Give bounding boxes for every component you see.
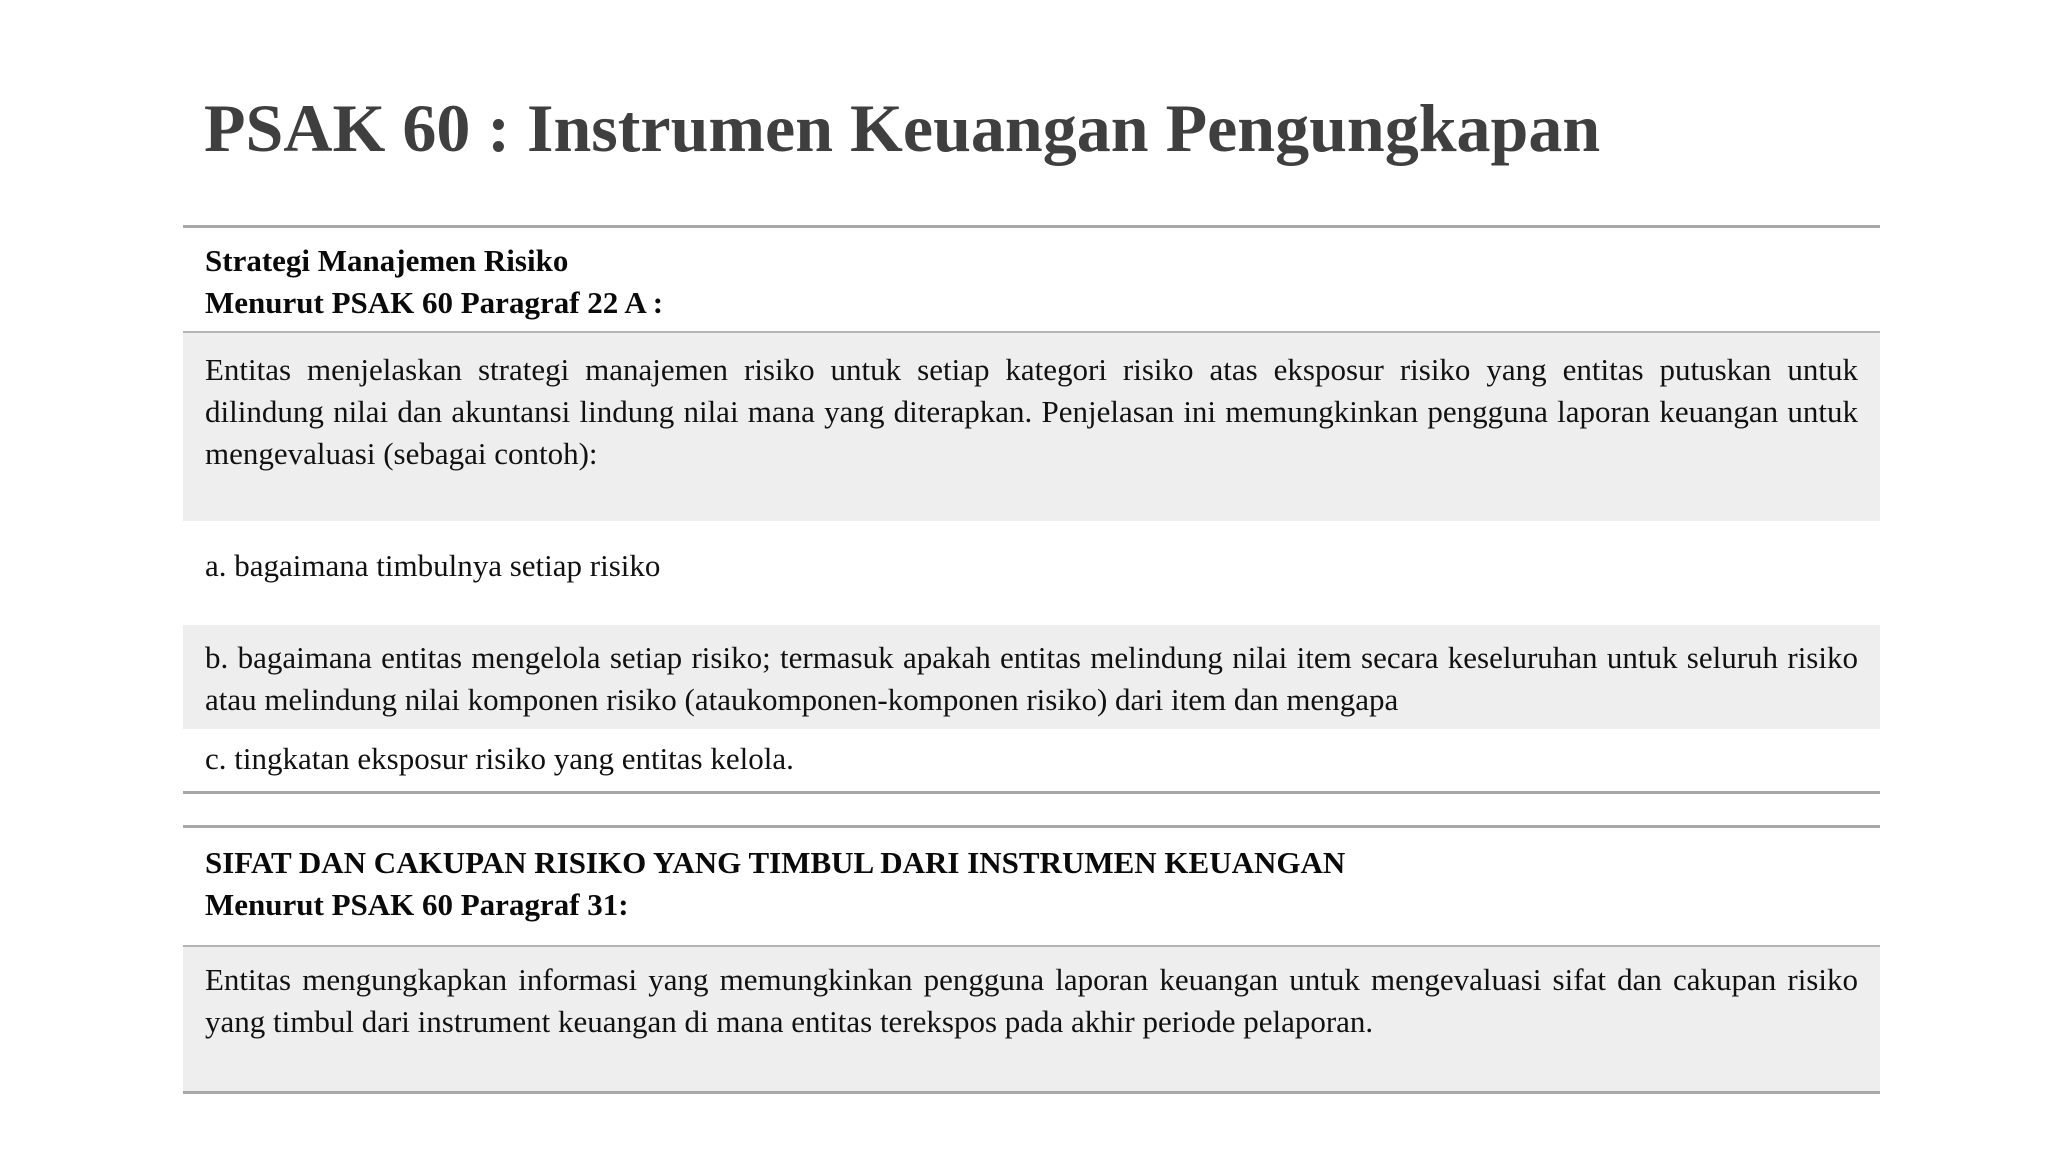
risk-management-table — [183, 225, 1880, 794]
section-heading: SIFAT DAN CAKUPAN RISIKO YANG TIMBUL DARI INSTRUMEN KEUANGAN — [205, 845, 1346, 880]
section-subheading: Menurut PSAK 60 Paragraf 22 A : — [205, 285, 664, 320]
table-bottom-rule — [183, 1091, 1880, 1094]
section-heading: Strategi Manajemen Risiko — [205, 243, 569, 278]
body-paragraph: Entitas mengungkapkan informasi yang memungkinkan pengguna laporan keuangan untuk mengevaluasi sifat dan cakupan risiko yang timbul dari instrument keuangan di mana entitas terekspos pada akhir periode pelaporan. — [183, 947, 1880, 1091]
section-subheading: Menurut PSAK 60 Paragraf 31: — [205, 887, 629, 922]
list-item-a: a. bagaimana timbulnya setiap risiko — [205, 548, 661, 583]
list-item-b: b. bagaimana entitas mengelola setiap risiko; termasuk apakah entitas melindung nilai item secara keseluruhan untuk seluruh risiko atau melindung nilai komponen risiko (ataukomponen-komponen risiko) dari item dan mengapa — [183, 625, 1880, 729]
page-title: PSAK 60 : Instrumen Keuangan Pengungkapan — [204, 90, 1601, 166]
table-header — [183, 228, 1880, 331]
table-header — [183, 828, 1880, 945]
intro-paragraph: Entitas menjelaskan strategi manajemen risiko untuk setiap kategori risiko atas eksposur risiko yang entitas putuskan untuk dilindung nilai dan akuntansi lindung nilai mana yang diterapkan. Penjelasan ini memungkinkan pengguna laporan keuangan untuk mengevaluasi (sebagai contoh): — [183, 333, 1880, 521]
list-item-c: c. tingkatan eksposur risiko yang entitas kelola. — [205, 741, 794, 776]
financial-risk-table — [183, 825, 1880, 1094]
table-bottom-rule — [183, 791, 1880, 794]
